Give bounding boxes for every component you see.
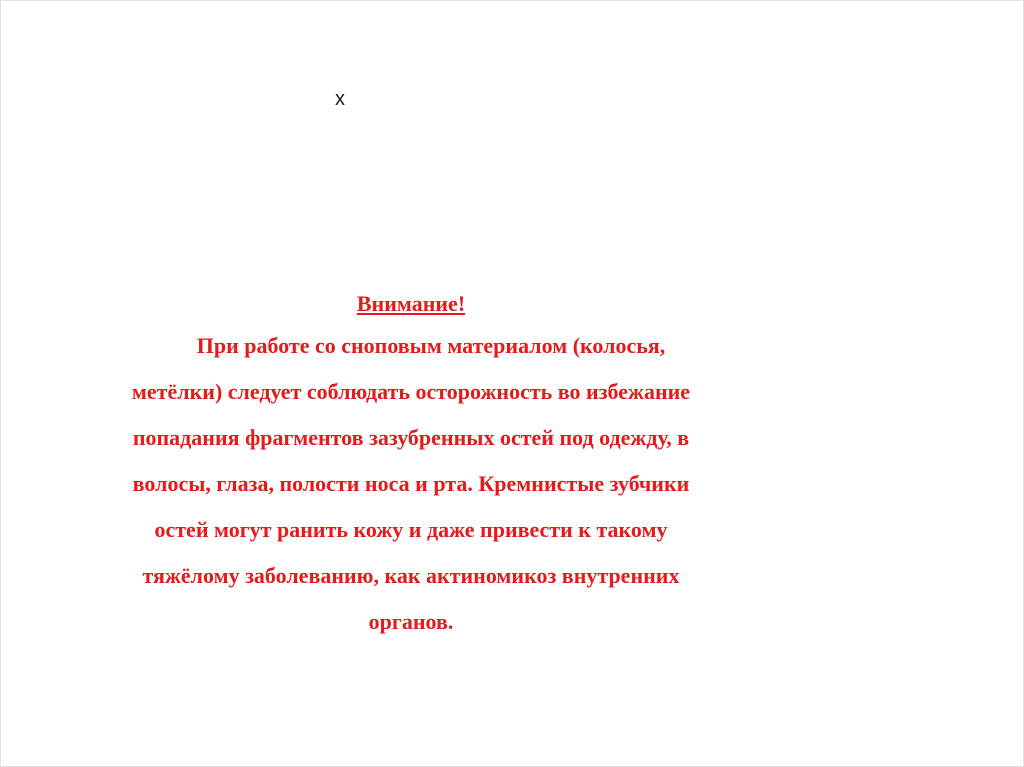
warning-text-line: органов. (368, 609, 454, 634)
close-icon[interactable]: x (335, 88, 345, 110)
warning-text-line: При работе со сноповым материалом (колосья, (196, 333, 666, 358)
warning-text-line: волосы, глаза, полости носа и рта. Кремнистые зубчики (132, 471, 690, 496)
warning-text-line: метёлки) следует соблюдать осторожность во избежание (131, 379, 691, 404)
warning-text-line: остей могут ранить кожу и даже привести к такому (154, 517, 668, 542)
warning-title: Внимание! (356, 291, 466, 316)
warning-text-line: тяжёлому заболеванию, как актиномикоз внутренних (142, 563, 680, 588)
warning-text-line: попадания фрагментов зазубренных остей под одежду, в (132, 425, 690, 450)
warning-block (61, 285, 761, 645)
